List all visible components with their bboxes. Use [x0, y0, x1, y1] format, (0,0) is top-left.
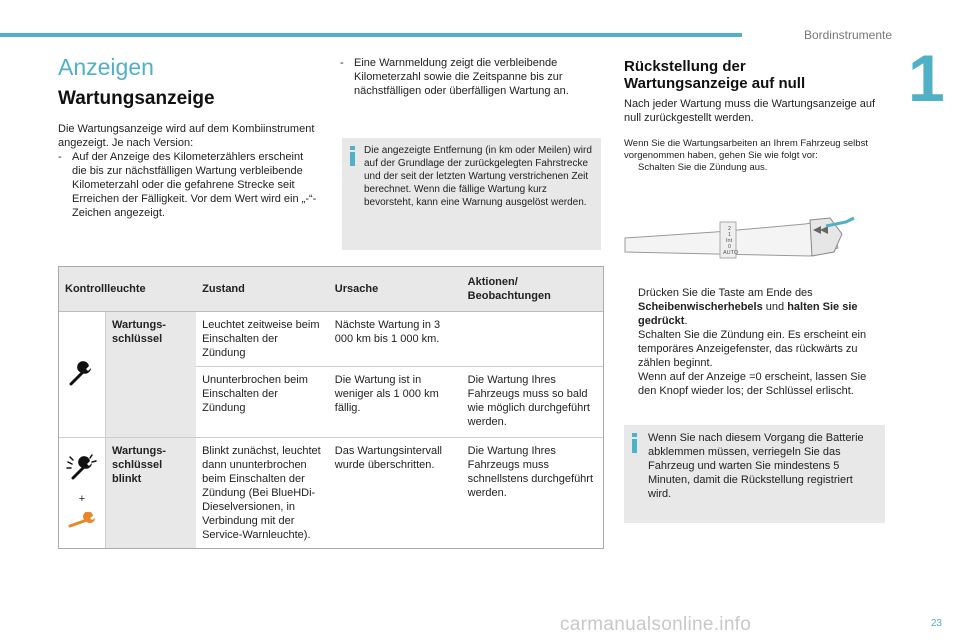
step-text: . [684, 315, 688, 327]
lever-label: Int [726, 238, 733, 244]
table-cell [462, 312, 603, 367]
step-emphasis: Scheibenwischerhebels [638, 301, 763, 313]
wrench-orange-icon [67, 512, 97, 530]
table-cell-light: Wartungs-schlüssel blinkt [106, 438, 197, 549]
page-number: 23 [930, 618, 942, 629]
table-icon-cell [59, 438, 106, 549]
table-header: Ursache [329, 267, 462, 312]
table-row [59, 312, 603, 367]
table-cell: Die Wartung Ihres Fahrzeugs muss schnellstens durchgeführt werden. [467, 445, 594, 499]
wrench-icon [67, 358, 97, 388]
table-row [59, 438, 603, 549]
info-text: Die angezeigte Entfernung (in km oder Meilen) wird auf der Grundlage der zurückgelegten Fahrstrecke und der seit der letzten Wartung verstrichenen Zeit berechnet. Wenn die fällige Wartung kurz bevorsteht, kann eine Warnung ausgelöst werden. [364, 145, 592, 208]
chapter-number: 1 [908, 41, 945, 115]
plus-sign: + [78, 493, 86, 505]
bullet-item [58, 150, 320, 220]
wrench-blinking-icon [65, 452, 99, 482]
reset-intro: Nach jeder Wartung muss die Wartungsanzeige auf null zurückgestellt werden. [624, 98, 876, 124]
table-header: Zustand [196, 267, 329, 312]
intro-paragraph: Die Wartungsanzeige wird auf dem Kombiinstrument angezeigt. Je nach Version: [58, 123, 315, 149]
reset-procedure-intro [624, 138, 886, 174]
reset-heading-line1: Rückstellung der [624, 58, 746, 75]
info-box [342, 138, 601, 250]
info-text: Wenn Sie nach diesem Vorgang die Batterie abklemmen müssen, verriegeln Sie das Fahrzeug und warten Sie mindestens 5 Minuten, damit die Rückstellung registriert wird. [648, 432, 864, 500]
lever-label: AUTO [723, 250, 739, 256]
table-cell: Die Wartung ist in weniger als 1 000 km fällig. [329, 367, 462, 438]
step-text: und [762, 301, 788, 313]
section-heading: Wartungsanzeige [58, 88, 215, 109]
table-cell-light: Wartungs-schlüssel [106, 312, 197, 438]
table-icon-cell [59, 312, 106, 438]
table-cell: Ununterbrochen beim Einschalten der Zündung [196, 367, 329, 438]
table-cell: Nächste Wartung in 3 000 km bis 1 000 km. [329, 312, 462, 367]
step-text: Schalten Sie die Zündung aus. [638, 162, 768, 173]
info-icon [632, 433, 637, 453]
info-icon [350, 146, 355, 166]
step-item [624, 370, 886, 398]
table-header: Kontrollleuchte [59, 267, 196, 312]
warning-table [58, 266, 604, 549]
table-cell: Das Wartungsintervall wurde überschritten. [334, 445, 442, 471]
bullet-item [340, 56, 600, 98]
dash-marker: - [58, 151, 62, 163]
table-cell: Die Wartung Ihres Fahrzeugs muss so bald wie möglich durchgeführt werden. [462, 367, 603, 438]
wiper-lever-illustration [620, 208, 870, 274]
lever-label: 2 [728, 226, 732, 232]
section-title: Bordinstrumente [803, 28, 892, 42]
reset-heading [624, 58, 805, 92]
dash-marker: - [340, 57, 344, 69]
header-accent-bar [0, 33, 742, 37]
lever-label: 1 [728, 232, 732, 238]
step-item [624, 162, 886, 174]
intro-text [58, 122, 320, 220]
lever-label: 0 [728, 244, 732, 250]
bullet-text: Auf der Anzeige des Kilometerzählers erscheint die bis zur nächstfälligen Wartung verbleibende Kilometerzahl oder die gefahrene Strecke seit Erreichen der Fälligkeit. Vor dem Wert wird ein „-“-Zeichen angezeigt. [72, 151, 317, 219]
procedure-note: Wenn Sie die Wartungsarbeiten an Ihrem Fahrzeug selbst vorgenommen haben, gehen Sie wie folgt vor: [624, 138, 868, 161]
bullet-text: Eine Warnmeldung zeigt die verbleibende Kilometerzahl sowie die Zeitspanne bis zur nächstfälligen oder überfälligen Wartung an. [354, 57, 569, 97]
reset-steps [624, 286, 886, 398]
table-header-row [59, 267, 603, 312]
step-item [624, 286, 886, 328]
table-header: Aktionen/ Beobachtungen [462, 267, 603, 312]
reset-heading-line2: Wartungsanzeige auf null [624, 75, 806, 92]
page-title: Anzeigen [58, 54, 154, 80]
step-text: Wenn auf der Anzeige =0 erscheint, lassen Sie den Knopf wieder los; der Schlüssel erlischt. [638, 371, 867, 397]
step-item [624, 328, 886, 370]
table-cell: Leuchtet zeitweise beim Einschalten der Zündung [196, 312, 329, 367]
step-text: Schalten Sie die Zündung ein. Es erscheint ein temporäres Anzeigefenster, das rückwärts zu zählen beginnt. [638, 329, 867, 369]
battery-info-box [624, 425, 885, 523]
step-emphasis: halten Sie sie gedrückt [638, 301, 858, 327]
table-cell: Blinkt zunächst, leuchtet dann ununterbrochen beim Einschalten der Zündung (Bei BlueHDi-Dieselversionen, in Verbindung mit der Service-Warnleuchte). [202, 445, 321, 541]
watermark: carmanualsonline.info [560, 614, 752, 635]
step-text: Drücken Sie die Taste am Ende des [638, 287, 813, 299]
middle-text [340, 56, 600, 98]
